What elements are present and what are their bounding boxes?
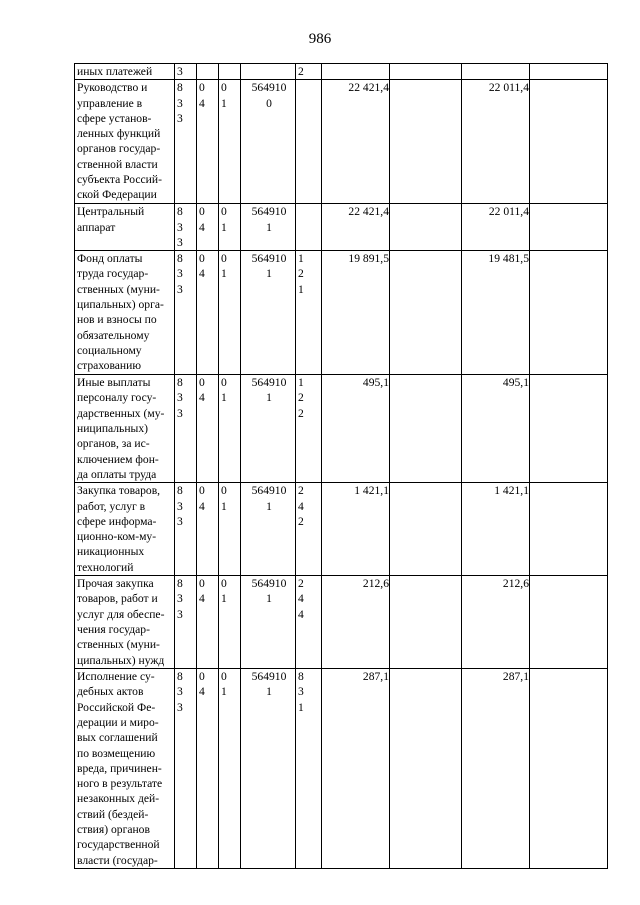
rz-code: 0 4	[197, 669, 219, 869]
empty-cell	[530, 375, 608, 483]
amount-2: 22 011,4	[462, 204, 530, 251]
pr-code	[219, 64, 241, 80]
table-row	[75, 375, 608, 483]
row-name: Руководство и управление в сфере установ- ленных функций органов государ- ственной власти субъекта Россий- ской Федерации	[75, 80, 175, 204]
empty-cell	[530, 204, 608, 251]
amount-1: 19 891,5	[322, 251, 390, 375]
ved-code: 8 3 3	[175, 483, 197, 576]
row-name: Иные выплаты персоналу госу- дарственных (му- ниципальных) органов, за ис- ключением фон- да оплаты труда	[75, 375, 175, 483]
empty-cell	[530, 64, 608, 80]
empty-cell	[530, 669, 608, 869]
table-row	[75, 669, 608, 869]
empty-cell	[390, 80, 462, 204]
amount-1: 1 421,1	[322, 483, 390, 576]
row-name: Фонд оплаты труда государ- ственных (муни- ципальных) орга- нов и взносы по обязательному социальному страхованию	[75, 251, 175, 375]
vr-code: 2	[296, 64, 322, 80]
amount-2: 287,1	[462, 669, 530, 869]
row-name: Исполнение су- дебных актов Российской Фе- дерации и миро- вых соглашений по возмещению вреда, причинен- ного в результате незаконных дей- ствий (бездей- ствия) органов государственной власти (государ-	[75, 669, 175, 869]
empty-cell	[390, 483, 462, 576]
rz-code: 0 4	[197, 251, 219, 375]
amount-1: 212,6	[322, 576, 390, 669]
amount-2	[462, 64, 530, 80]
table-row	[75, 204, 608, 251]
empty-cell	[530, 251, 608, 375]
csr-code: 564910 1	[241, 375, 296, 483]
ved-code: 8 3 3	[175, 251, 197, 375]
vr-code: 1 2 2	[296, 375, 322, 483]
rz-code: 0 4	[197, 483, 219, 576]
empty-cell	[390, 251, 462, 375]
rz-code: 0 4	[197, 80, 219, 204]
row-name: Закупка товаров, работ, услуг в сфере информа- ционно-ком-му- никационных технологий	[75, 483, 175, 576]
vr-code	[296, 80, 322, 204]
ved-code: 8 3 3	[175, 576, 197, 669]
vr-code: 2 4 4	[296, 576, 322, 669]
rz-code: 0 4	[197, 576, 219, 669]
vr-code: 2 4 2	[296, 483, 322, 576]
table-row	[75, 251, 608, 375]
empty-cell	[530, 483, 608, 576]
csr-code: 564910 1	[241, 669, 296, 869]
row-name: Прочая закупка товаров, работ и услуг для обеспе- чения государ- ственных (муни- ципальных) нужд	[75, 576, 175, 669]
ved-code: 8 3 3	[175, 204, 197, 251]
pr-code: 0 1	[219, 375, 241, 483]
pr-code: 0 1	[219, 669, 241, 869]
empty-cell	[390, 64, 462, 80]
csr-code: 564910 1	[241, 576, 296, 669]
page-number: 986	[308, 31, 332, 47]
rz-code: 0 4	[197, 204, 219, 251]
rz-code	[197, 64, 219, 80]
row-name: иных платежей	[75, 64, 175, 80]
pr-code: 0 1	[219, 204, 241, 251]
amount-2: 495,1	[462, 375, 530, 483]
amount-2: 19 481,5	[462, 251, 530, 375]
empty-cell	[530, 576, 608, 669]
table-row	[75, 64, 608, 80]
ved-code: 8 3 3	[175, 80, 197, 204]
pr-code: 0 1	[219, 80, 241, 204]
amount-2: 22 011,4	[462, 80, 530, 204]
amount-1: 22 421,4	[322, 204, 390, 251]
row-name: Центральный аппарат	[75, 204, 175, 251]
pr-code: 0 1	[219, 251, 241, 375]
amount-2: 212,6	[462, 576, 530, 669]
csr-code	[241, 64, 296, 80]
table-row	[75, 80, 608, 204]
vr-code: 8 3 1	[296, 669, 322, 869]
csr-code: 564910 1	[241, 483, 296, 576]
amount-1	[322, 64, 390, 80]
table-row	[75, 483, 608, 576]
pr-code: 0 1	[219, 576, 241, 669]
table-row	[75, 576, 608, 669]
csr-code: 564910 0	[241, 80, 296, 204]
empty-cell	[390, 375, 462, 483]
empty-cell	[390, 204, 462, 251]
pr-code: 0 1	[219, 483, 241, 576]
empty-cell	[530, 80, 608, 204]
ved-code: 8 3 3	[175, 669, 197, 869]
ved-code: 3	[175, 64, 197, 80]
empty-cell	[390, 669, 462, 869]
amount-1: 22 421,4	[322, 80, 390, 204]
amount-1: 287,1	[322, 669, 390, 869]
amount-1: 495,1	[322, 375, 390, 483]
csr-code: 564910 1	[241, 204, 296, 251]
empty-cell	[390, 576, 462, 669]
csr-code: 564910 1	[241, 251, 296, 375]
vr-code	[296, 204, 322, 251]
budget-table	[74, 63, 608, 869]
amount-2: 1 421,1	[462, 483, 530, 576]
ved-code: 8 3 3	[175, 375, 197, 483]
rz-code: 0 4	[197, 375, 219, 483]
vr-code: 1 2 1	[296, 251, 322, 375]
